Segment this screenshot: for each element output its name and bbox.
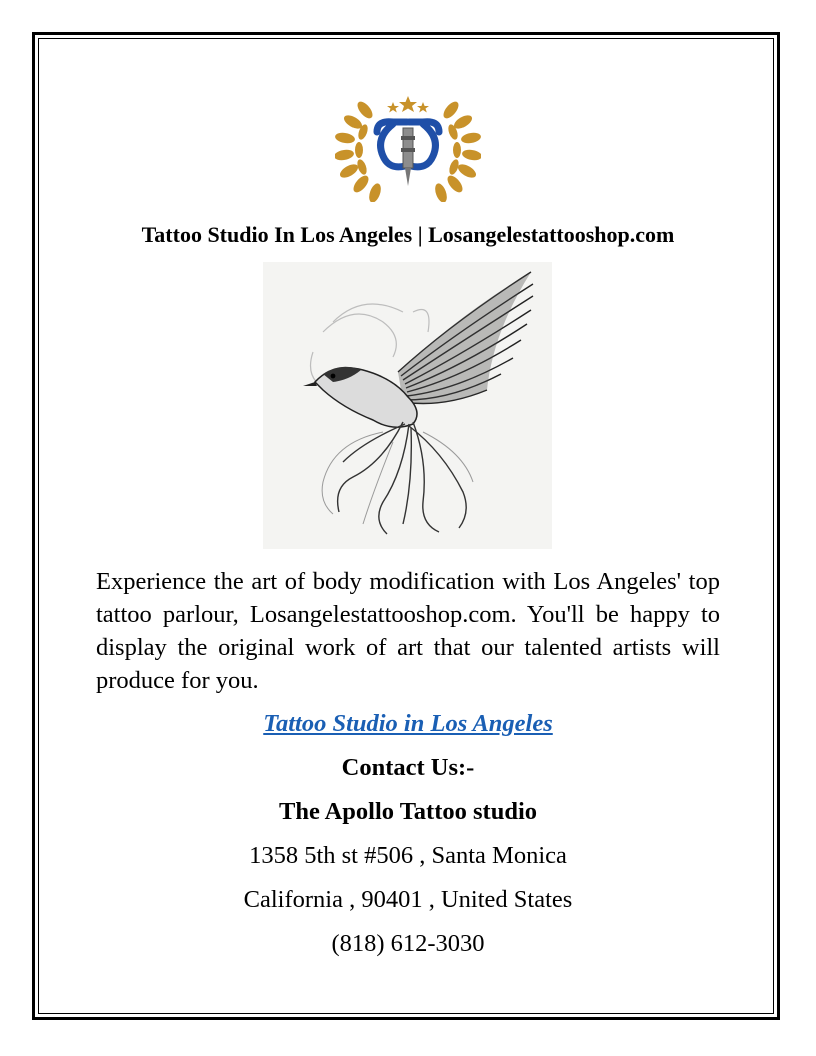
address-line-1: 1358 5th st #506 , Santa Monica xyxy=(249,842,567,869)
address-line-2: California , 90401 , United States xyxy=(243,886,573,913)
intro-paragraph: Experience the art of body modification with Los Angeles' top tattoo parlour, Losangelestattooshop.com. You'll be happy to display the original work of art that our talented artists will produce for you. xyxy=(96,568,720,694)
studio-link[interactable]: Tattoo Studio in Los Angeles xyxy=(263,710,553,737)
swallow-bird-tattoo-illustration-icon xyxy=(263,262,552,549)
bird-illustration xyxy=(263,262,552,549)
phone-number: (818) 612-3030 xyxy=(331,930,485,957)
studio-name: The Apollo Tattoo studio xyxy=(278,798,537,825)
laurel-wreath-logo-icon xyxy=(335,94,481,202)
page-title: Tattoo Studio In Los Angeles | Losangelestattooshop.com xyxy=(141,222,675,247)
contact-heading: Contact Us:- xyxy=(341,754,475,781)
